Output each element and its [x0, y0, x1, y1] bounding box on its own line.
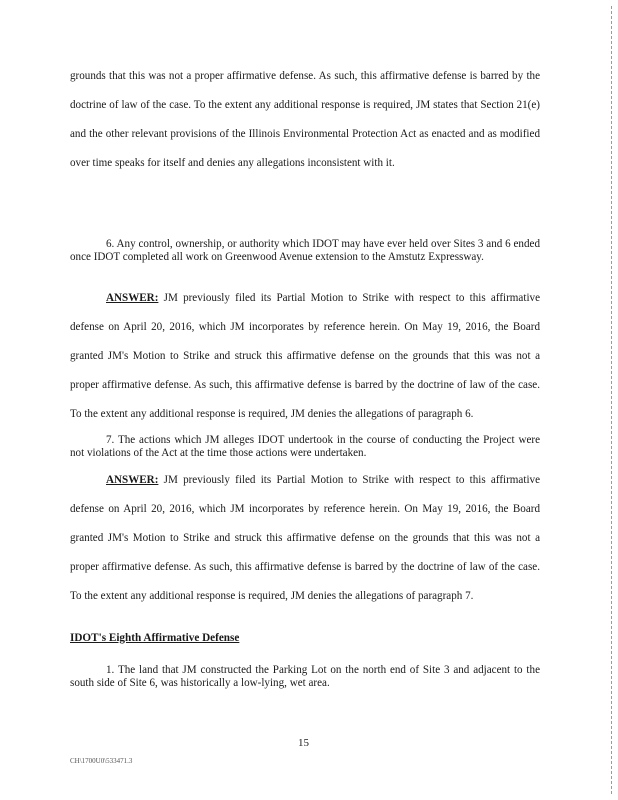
continued-answer-paragraph: grounds that this was not a proper affirmative defense. As such, this affirmative defense is barred by the doctrine of law of the case. To the extent any additional response is required, JM states that Section 21(e) and the other relevant provisions of the Illinois Environmental Protection Act as enacted and as modified over time speaks for itself and denies any allegations inconsistent with it.: [70, 70, 540, 169]
paragraph-1: 1. The land that JM constructed the Parking Lot on the north end of Site 3 and adjacent to the south side of Site 6, was historically a low-lying, wet area.: [70, 664, 540, 689]
answer-text: JM previously filed its Partial Motion to Strike with respect to this affirmative defense on April 20, 2016, which JM incorporates by reference herein. On May 19, 2016, the Board granted JM's Motion to Strike and struck this affirmative defense on the grounds that this was not a proper affirmative defense. As such, this affirmative defense is barred by the doctrine of law of the case. To the extent any additional response is required, JM denies the allegations of paragraph 6.: [70, 292, 540, 420]
paragraph-7: 7. The actions which JM alleges IDOT undertook in the course of conducting the Project were not violations of the Act at the time those actions were undertaken.: [70, 434, 540, 459]
answer-label: ANSWER:: [106, 292, 159, 304]
section-heading: IDOT's Eighth Affirmative Defense: [70, 632, 240, 644]
paragraph-6: 6. Any control, ownership, or authority which IDOT may have ever held over Sites 3 and 6 ended once IDOT completed all work on Greenwood Avenue extension to the Amstutz Expressway.: [70, 238, 540, 263]
answer-text: JM previously filed its Partial Motion to Strike with respect to this affirmative defense on April 20, 2016, which JM incorporates by reference herein. On May 19, 2016, the Board granted JM's Motion to Strike and struck this affirmative defense on the grounds that this was not a proper affirmative defense. As such, this affirmative defense is barred by the doctrine of law of the case. To the extent any additional response is required, JM denies the allegations of paragraph 7.: [70, 474, 540, 602]
answer-7-paragraph: [70, 466, 540, 611]
answer-6-paragraph: [70, 284, 540, 429]
page-number: 15: [298, 737, 309, 749]
answer-label: ANSWER:: [106, 474, 159, 486]
page-edge-line: [611, 6, 612, 794]
document-code: CH\1700U0\533471.3: [70, 757, 133, 765]
